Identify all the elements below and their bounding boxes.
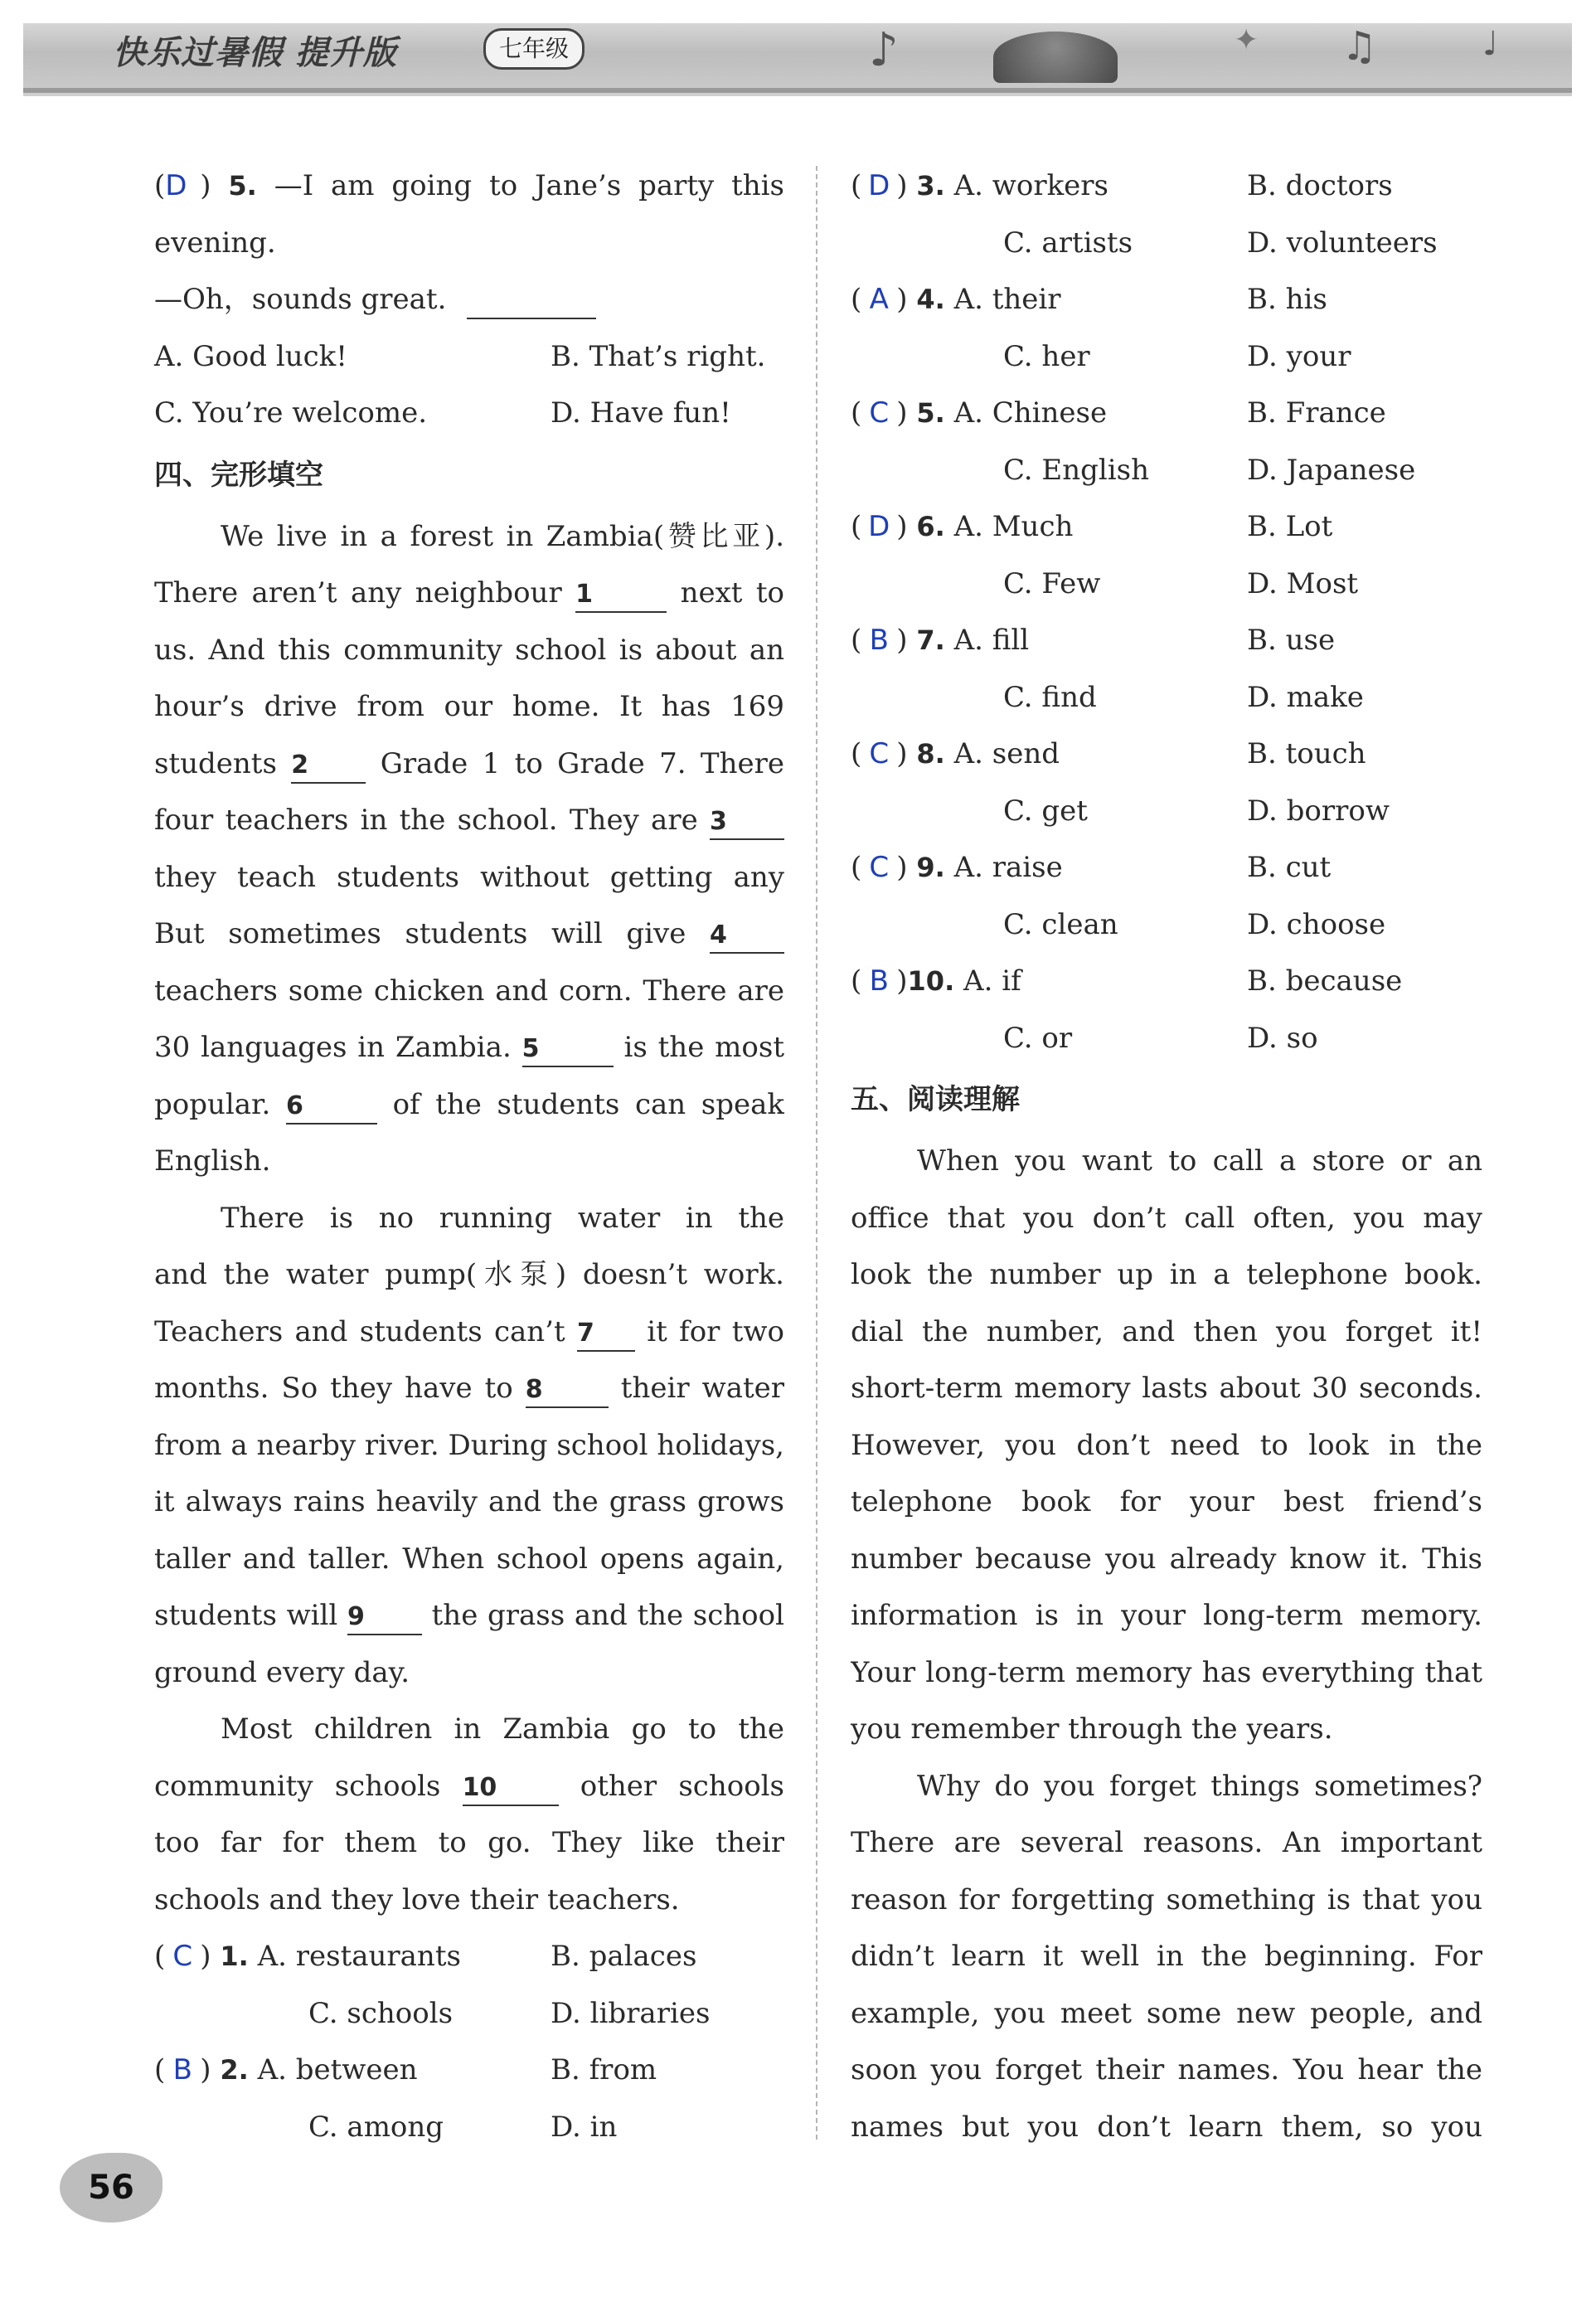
- reading-line: soon you forget their names. You hear the: [851, 2053, 1482, 2086]
- paragraph-line: community schools 10 other schools: [154, 1758, 784, 1815]
- mc-question-6-row2: C. Few D. Most: [1003, 566, 1359, 600]
- reading-line: dial the number, and then you forget it!: [851, 1314, 1482, 1348]
- music-note-icon: ♩: [1482, 25, 1498, 63]
- answer-mark: A: [869, 283, 889, 316]
- paragraph-line: There aren’t any neighbour 1 next to: [154, 565, 784, 622]
- reading-line: There are several reasons. An important: [851, 1826, 1482, 1859]
- option-d: D. Have fun!: [551, 396, 731, 430]
- paragraph-line: from a nearby river. During school holidays,: [154, 1428, 784, 1462]
- mc-question-6: ( D ) 6. A. Much B. Lot: [851, 498, 1482, 556]
- left-column: [154, 158, 784, 2155]
- question-number: 5.: [228, 170, 257, 202]
- answer-mark: C: [869, 396, 890, 430]
- paragraph-line: ground every day.: [154, 1655, 410, 1689]
- answer-mark: D: [165, 169, 187, 202]
- blank-3: 3: [710, 805, 784, 840]
- mc-question-2-row2: C. among D. in: [308, 2110, 618, 2144]
- reading-line: However, you don’t need to look in the: [851, 1428, 1482, 1462]
- header-stripe: [23, 93, 1572, 96]
- section-title-reading: 五、阅读理解: [851, 1083, 1020, 1116]
- paragraph-line: us. And this community school is about an: [154, 633, 784, 667]
- answer-blank: [467, 284, 596, 319]
- option-a: A. Good luck!: [154, 339, 347, 373]
- mc-question-3-row2: C. artists D. volunteers: [1003, 226, 1438, 260]
- answer-mark: D: [868, 169, 890, 202]
- blank-1: 1: [575, 578, 667, 613]
- paragraph-line: Most children in Zambia go to the: [221, 1712, 784, 1746]
- paragraph-line: months. So they have to 8 their water: [154, 1360, 784, 1417]
- mc-question-9: ( C ) 9. A. raise B. cut: [851, 839, 1482, 896]
- answer-mark: C: [869, 851, 890, 884]
- mc-question-7: ( B ) 7. A. fill B. use: [851, 612, 1482, 669]
- paragraph-line: English.: [154, 1144, 271, 1178]
- paragraph-line: four teachers in the school. They are 3: [154, 792, 784, 849]
- reading-line: you remember through the years.: [851, 1712, 1333, 1746]
- section-title-cloze: 四、完形填空: [154, 458, 323, 492]
- answer-mark: B: [869, 624, 889, 657]
- mc-question-9-row2: C. clean D. choose: [1003, 907, 1386, 941]
- option-row: [154, 385, 784, 442]
- answer-mark: C: [869, 737, 890, 770]
- right-column: [851, 158, 1482, 2155]
- reading-line: names but you don’t learn them, so you: [851, 2110, 1482, 2144]
- mc-question-8-row2: C. get D. borrow: [1003, 794, 1390, 828]
- mc-question-5: ( C ) 5. A. Chinese B. France: [851, 385, 1482, 442]
- answer-mark: B: [172, 2053, 192, 2086]
- paragraph-line: they teach students without getting any: [154, 860, 784, 894]
- grade-badge: 七年级: [483, 28, 585, 70]
- reading-line: information is in your long-term memory.: [851, 1599, 1482, 1632]
- reading-line: Your long-term memory has everything that: [851, 1655, 1482, 1689]
- reading-line: example, you meet some new people, and: [851, 1996, 1482, 2030]
- reading-line: didn’t learn it well in the beginning. For: [851, 1940, 1482, 1973]
- book-title: 快乐过暑假 提升版: [113, 34, 397, 72]
- paragraph-line: and the water pump(水泵) doesn’t work.: [154, 1258, 784, 1291]
- option-b: B. That’s right.: [551, 339, 766, 373]
- mc-question-10-row2: C. or D. so: [1003, 1021, 1318, 1055]
- question-5-line-2: evening.: [154, 226, 276, 260]
- mc-question-3: ( D ) 3. A. workers B. doctors: [851, 158, 1482, 215]
- decorative-car-icon: [993, 32, 1118, 83]
- reading-line: short-term memory lasts about 30 seconds.: [851, 1372, 1482, 1405]
- blank-10: 10: [463, 1771, 559, 1806]
- reading-line: When you want to call a store or an: [917, 1144, 1482, 1178]
- blank-9: 9: [347, 1601, 422, 1635]
- question-5-line-1: (D ) 5. —I am going to Jane’s party this: [154, 158, 784, 215]
- blank-6: 6: [286, 1090, 377, 1125]
- reading-line: look the number up in a telephone book.: [851, 1258, 1482, 1291]
- column-divider: [816, 166, 817, 2140]
- blank-4: 4: [710, 919, 784, 954]
- paragraph-line: teachers some chicken and corn. There are: [154, 974, 784, 1008]
- answer-mark: B: [869, 964, 889, 998]
- blank-5: 5: [522, 1032, 614, 1067]
- page-number: 56: [60, 2153, 163, 2222]
- paragraph-line: 30 languages in Zambia. 5 is the most: [154, 1019, 784, 1076]
- mc-question-5-row2: C. English D. Japanese: [1003, 453, 1416, 487]
- paragraph-line: But sometimes students will give 4: [154, 906, 784, 963]
- paragraph-line: There is no running water in the: [221, 1201, 784, 1235]
- question-5-line-3: —Oh，sounds great.: [154, 271, 784, 328]
- mc-question-4-row2: C. her D. your: [1003, 339, 1351, 373]
- blank-2: 2: [291, 749, 366, 784]
- mc-question-1-row2: C. schools D. libraries: [308, 1996, 711, 2030]
- paragraph-line: too far for them to go. They like their: [154, 1826, 784, 1859]
- page-header: [23, 23, 1572, 93]
- reading-line: Why do you forget things sometimes?: [917, 1769, 1482, 1803]
- music-note-icon: ♪: [869, 23, 899, 77]
- paragraph-line: hour’s drive from our home. It has 169: [154, 690, 784, 723]
- music-note-icon: ♫: [1341, 23, 1378, 70]
- mc-question-10: ( B )10. A. if B. because: [851, 953, 1482, 1010]
- answer-mark: D: [868, 510, 890, 543]
- reading-line: number because you already know it. This: [851, 1542, 1482, 1576]
- reading-line: telephone book for your best friend’s: [851, 1485, 1482, 1518]
- paragraph-line: Teachers and students can’t 7 it for two: [154, 1304, 784, 1361]
- reading-line: office that you don’t call often, you may: [851, 1201, 1482, 1235]
- mc-question-7-row2: C. find D. make: [1003, 680, 1364, 714]
- paragraph-line: popular. 6 of the students can speak: [154, 1076, 784, 1134]
- mc-question-8: ( C ) 8. A. send B. touch: [851, 726, 1482, 783]
- paragraph-line: students 2 Grade 1 to Grade 7. There: [154, 736, 784, 793]
- paragraph-line: We live in a forest in Zambia(赞比亚).: [221, 519, 784, 553]
- mc-question-1: ( C ) 1. A. restaurants B. palaces: [154, 1928, 784, 1985]
- blank-8: 8: [526, 1373, 609, 1408]
- paragraph-line: it always rains heavily and the grass grows: [154, 1485, 784, 1518]
- option-row: [154, 328, 784, 386]
- blank-7: 7: [577, 1317, 635, 1352]
- mc-question-4: ( A ) 4. A. their B. his: [851, 271, 1482, 328]
- dialogue-text: —I am going to Jane’s party this: [274, 169, 784, 202]
- mc-question-2: ( B ) 2. A. between B. from: [154, 2042, 784, 2099]
- star-icon: ✦: [1234, 23, 1259, 57]
- paragraph-line: students will 9 the grass and the school: [154, 1587, 784, 1644]
- option-c: C. You’re welcome.: [154, 396, 428, 430]
- paragraph-line: schools and they love their teachers.: [154, 1882, 680, 1916]
- paragraph-line: taller and taller. When school opens again,: [154, 1542, 784, 1576]
- reading-line: reason for forgetting something is that you: [851, 1882, 1482, 1916]
- answer-mark: C: [172, 1940, 193, 1973]
